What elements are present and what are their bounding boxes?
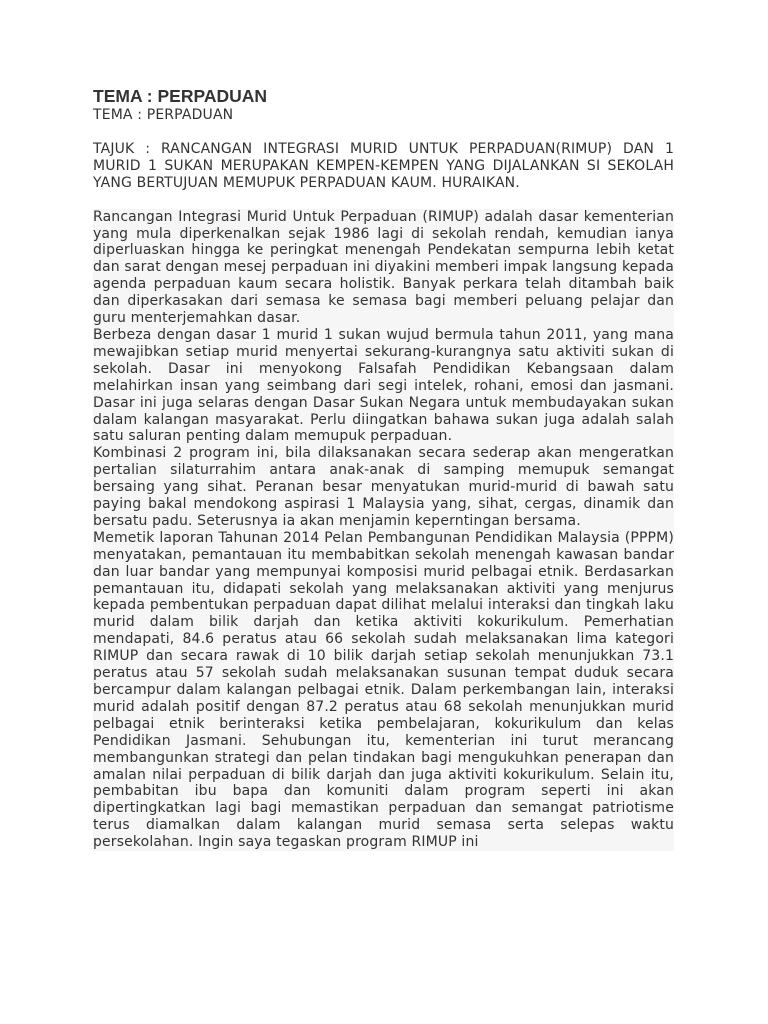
document-title: TEMA : PERPADUAN xyxy=(93,86,268,106)
body-paragraph: Rancangan Integrasi Murid Untuk Perpaduan (RIMUP) adalah dasar kementerian yang mula diperkenalkan sejak 1986 lagi di sekolah rendah, kemudian ianya diperluaskan hingga ke peringkat menengah Pendekatan sempurna lebih ketat dan sarat dengan mesej perpaduan ini diyakini memberi impak langsung kepada agenda perpaduan kaum secara holistik. Banyak perkara telah ditambah baik dan diperkasakan dari semasa ke semasa bagi memberi peluang pelajar dan guru menterjemahkan dasar. xyxy=(93,208,674,327)
body-paragraph: Memetik laporan Tahunan 2014 Pelan Pembangunan Pendidikan Malaysia (PPPM) menyatakan, pemantauan itu membabitkan sekolah menengah kawasan bandar dan luar bandar yang mempunyai komposisi murid pelbagai etnik. Berdasarkan pemantauan itu, didapati sekolah yang melaksanakan aktiviti yang menjurus kepada pembentukan perpaduan dapat dilihat melalui interaksi dan tingkah laku murid dalam bilik darjah dan ketika aktiviti kokurikulum. Pemerhatian mendapati, 84.6 peratus atau 66 sekolah sudah melaksanakan lima kategori RIMUP dan secara rawak di 10 bilik darjah setiap sekolah menunjukkan 73.1 peratus atau 57 sekolah sudah melaksanakan susunan tempat duduk secara bercampur dalam kalangan pelbagai etnik. Dalam perkembangan lain, interaksi murid adalah positif dengan 87.2 peratus atau 68 sekolah menunjukkan murid pelbagai etnik berinteraksi ketika pembelajaran, kokurikulum dan kelas Pendidikan Jasmani. Sehubungan itu, kementerian ini turut merancang membangunkan strategi dan pelan tindakan bagi mengukuhkan penerapan dan amalan nilai perpaduan di bilik darjah dan juga aktiviti kokurikulum. Selain itu, pembabitan ibu bapa dan komuniti dalam program seperti ini akan dipertingkatkan lagi bagi memastikan perpaduan dan semangat patriotisme terus diamalkan dalam kalangan murid semasa serta selepas waktu persekolahan. Ingin saya tegaskan program RIMUP ini xyxy=(93,529,674,851)
body-paragraph: Kombinasi 2 program ini, bila dilaksanakan secara sederap akan mengeratkan pertalian silaturrahim antara anak-anak di samping memupuk semangat bersaing yang sihat. Peranan besar menyatukan murid-murid di bawah satu paying bakal mendokong aspirasi 1 Malaysia yang, sihat, cergas, dinamik dan bersatu padu. Seterusnya ia akan menjamin keperntingan bersama. xyxy=(93,445,674,529)
essay-question: TAJUK : RANCANGAN INTEGRASI MURID UNTUK PERPADUAN(RIMUP) DAN 1 MURID 1 SUKAN MERUPAKAN KEMPEN-KEMPEN YANG DIJALANKAN SI SEKOLAH YANG BERTUJUAN MEMUPUK PERPADUAN KAUM. HURAIKAN. xyxy=(93,140,674,191)
document-subtitle: TEMA : PERPADUAN xyxy=(93,107,234,123)
body-paragraph: Berbeza dengan dasar 1 murid 1 sukan wujud bermula tahun 2011, yang mana mewajibkan setiap murid menyertai sekurang-kurangnya satu aktiviti sukan di sekolah. Dasar ini menyokong Falsafah Pendidikan Kebangsaan dalam melahirkan insan yang seimbang dari segi intelek, rohani, emosi dan jasmani. Dasar ini juga selaras dengan Dasar Sukan Negara untuk membudayakan sukan dalam kalangan masyarakat. Perlu diingatkan bahawa sukan juga adalah salah satu saluran penting dalam memupuk perpaduan. xyxy=(93,326,674,445)
document-page xyxy=(93,86,674,851)
